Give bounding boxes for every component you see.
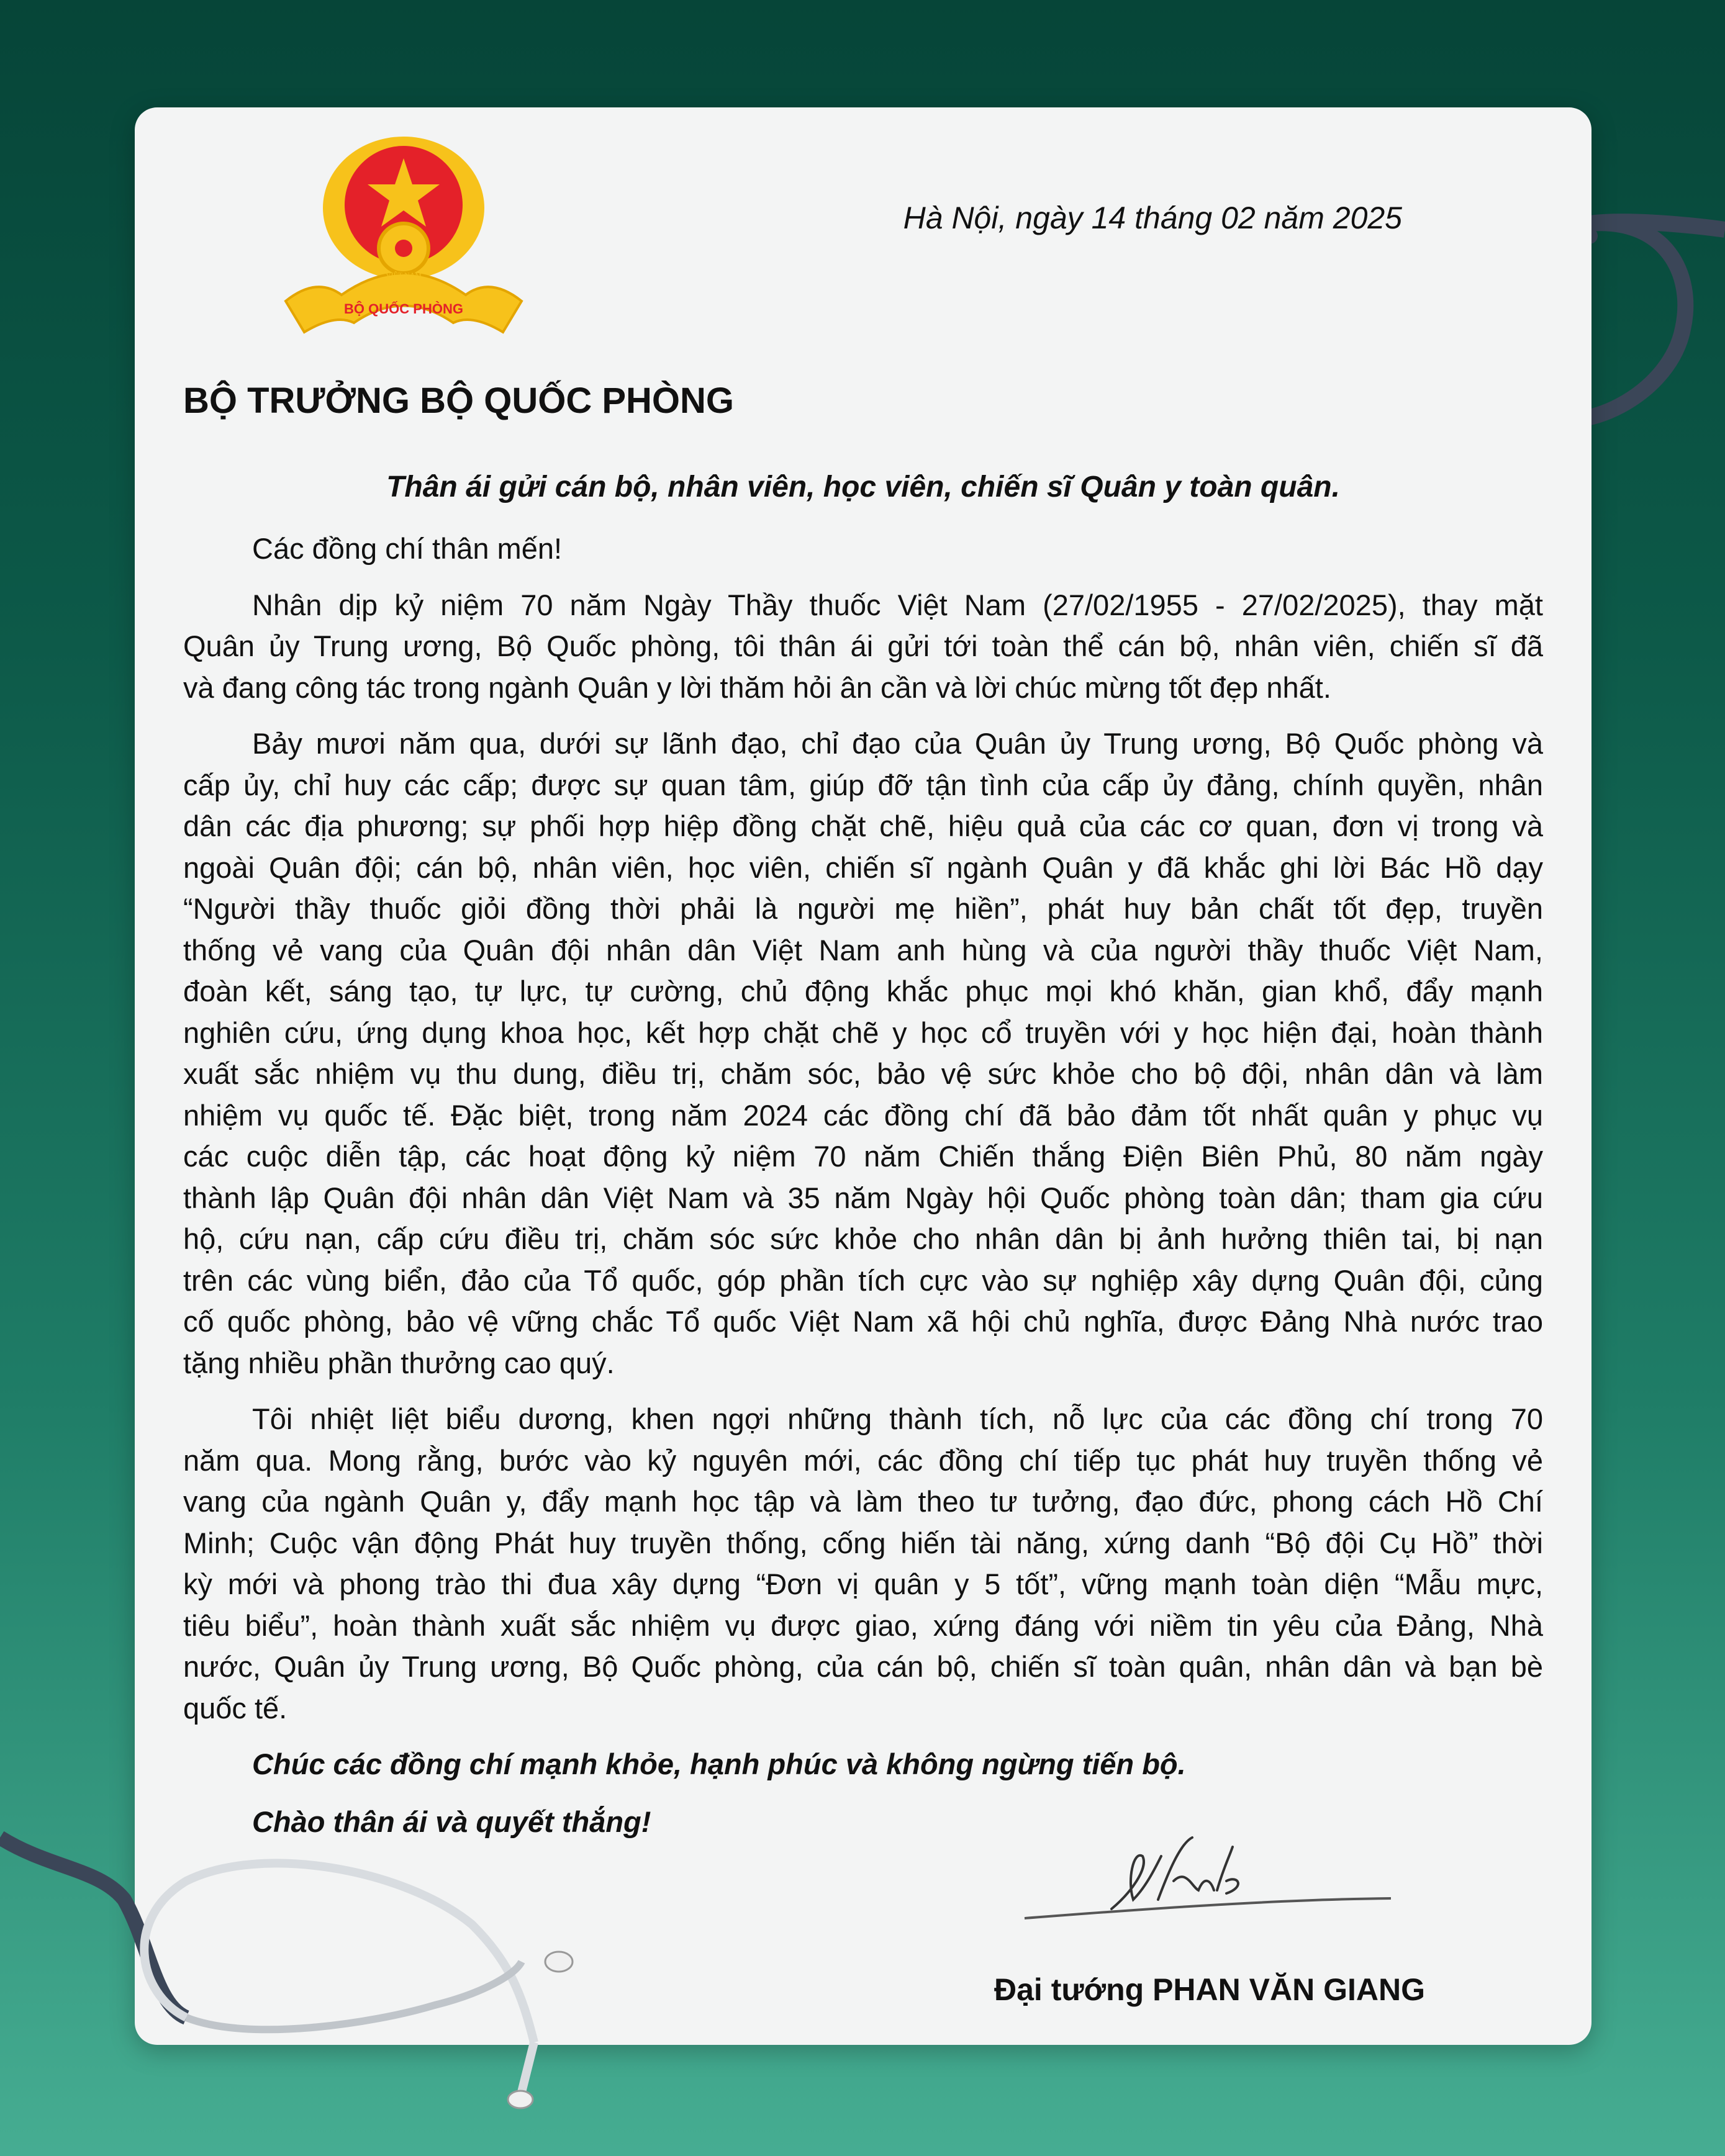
paragraph — [183, 1399, 1543, 1729]
paragraph-line: nghiên cứu, ứng dụng khoa học, kết hợp chặt chẽ y học cổ truyền với y học hiện đại, hoàn thành — [183, 1016, 1543, 1049]
sender-title: BỘ TRƯỞNG BỘ QUỐC PHÒNG — [183, 381, 735, 421]
svg-text:BỘ QUỐC PHÒNG: BỘ QUỐC PHÒNG — [344, 301, 463, 317]
svg-text:VIỆT NAM: VIỆT NAM — [385, 271, 422, 279]
letter-greeting: Thân ái gửi cán bộ, nhân viên, học viên, chiến sĩ Quân y toàn quân. — [386, 471, 1340, 503]
paragraph-line: kỳ mới và phong trào thi đua xây dựng “Đơn vị quân y 5 tốt”, vững mạnh toàn diện “Mẫu mực, — [183, 1567, 1543, 1600]
letter-paragraphs — [183, 585, 1543, 1730]
paragraph-line: quốc tế. — [183, 1691, 288, 1725]
paragraph-line: cố quốc phòng, bảo vệ vững chắc Tổ quốc Việt Nam xã hội chủ nghĩa, được Đảng Nhà nước trao — [183, 1305, 1543, 1338]
paragraph-line: nước, Quân ủy Trung ương, Bộ Quốc phòng, của cán bộ, chiến sĩ toàn quân, nhân dân và bạn bè — [183, 1650, 1543, 1683]
paragraph-line: vang của ngành Quân y, đẩy mạnh học tập và làm theo tư tưởng, đạo đức, phong cách Hồ Chí — [183, 1485, 1543, 1518]
paragraph — [183, 585, 1543, 709]
signer-name: Đại tướng PHAN VĂN GIANG — [994, 1972, 1425, 2007]
closing-wish: Chúc các đồng chí mạnh khỏe, hạnh phúc và không ngừng tiến bộ. — [252, 1748, 1186, 1780]
paragraph-line: trên các vùng biển, đảo của Tổ quốc, góp phần tích cực vào sự nghiệp xây dựng Quân đội, củng — [183, 1263, 1543, 1297]
signature — [1012, 1831, 1397, 1931]
closing-greeting: Chào thân ái và quyết thắng! — [252, 1805, 651, 1838]
paragraph-line: năm qua. Mong rằng, bước vào kỷ nguyên mới, các đồng chí tiếp tục phát huy truyền thống vẻ — [183, 1443, 1543, 1477]
paragraph-line: ngoài Quân đội; cán bộ, nhân viên, học viên, chiến sĩ ngành Quân y đã khắc ghi lời Bác Hồ dạy — [183, 850, 1543, 884]
paragraph-line: tặng nhiều phần thưởng cao quý. — [183, 1346, 615, 1379]
paragraph-line: Bảy mươi năm qua, dưới sự lãnh đạo, chỉ đạo của Quân ủy Trung ương, Bộ Quốc phòng và — [252, 727, 1543, 760]
paragraph-line: tiêu biểu”, hoàn thành xuất sắc nhiệm vụ được giao, xứng đáng với niềm tin yêu của Đảng, Nhà — [183, 1608, 1543, 1642]
salutation: Các đồng chí thân mến! — [252, 532, 563, 565]
paragraph-line: dân các địa phương; sự phối hợp hiệp đồng chặt chẽ, hiệu quả của các cơ quan, đơn vị trong và — [183, 810, 1543, 842]
paragraph — [183, 723, 1543, 1384]
paragraph-line: Nhân dịp kỷ niệm 70 năm Ngày Thầy thuốc Việt Nam (27/02/1955 - 27/02/2025), thay mặt — [252, 588, 1543, 621]
stethoscope-bottom-icon — [0, 1819, 584, 2154]
paragraph-line: xuất sắc nhiệm vụ thu dung, điều trị, chăm sóc, bảo vệ sức khỏe cho bộ đội, nhân dân và làm — [183, 1057, 1543, 1090]
paragraph-line: các cuộc diễn tập, các hoạt động kỷ niệm 70 năm Chiến thắng Điện Biên Phủ, 80 năm ngày — [183, 1140, 1543, 1173]
paragraph-line: nhiệm vụ quốc tế. Đặc biệt, trong năm 2024 các đồng chí đã bảo đảm tốt nhất quân y phục vụ — [183, 1098, 1543, 1132]
date-line: Hà Nội, ngày 14 tháng 02 năm 2025 — [903, 201, 1402, 235]
national-emblem-logo — [267, 133, 540, 357]
paragraph-line: Minh; Cuộc vận động Phát huy truyền thống, cống hiến tài năng, xứng danh “Bộ đội Cụ Hồ” thời — [183, 1526, 1543, 1559]
paragraph-line: thành lập Quân đội nhân dân Việt Nam và 35 năm Ngày hội Quốc phòng toàn dân; tham gia cứu — [183, 1181, 1543, 1214]
paragraph-line: thống vẻ vang của Quân đội nhân dân Việt Nam anh hùng và của người thầy thuốc Việt Nam, — [183, 933, 1543, 967]
paragraph-line: cấp ủy, chỉ huy các cấp; được sự quan tâm, giúp đỡ tận tình của cấp ủy đảng, chính quyền, nhân — [183, 768, 1543, 801]
paragraph-line: Tôi nhiệt liệt biểu dương, khen ngợi những thành tích, nỗ lực của các đồng chí trong 70 — [252, 1402, 1543, 1435]
paragraph-line: và đang công tác trong ngành Quân y lời thăm hỏi ân cần và lời chúc mừng tốt đẹp nhất. — [183, 670, 1331, 704]
paragraph-line: đoàn kết, sáng tạo, tự lực, tự cường, chủ động khắc phục mọi khó khăn, gian khổ, đẩy mạnh — [183, 975, 1543, 1008]
paragraph-line: Quân ủy Trung ương, Bộ Quốc phòng, tôi thân ái gửi tới toàn thể cán bộ, nhân viên, chiến sĩ đã — [183, 629, 1543, 662]
paragraph-line: “Người thầy thuốc giỏi đồng thời phải là người mẹ hiền”, phát huy bản chất tốt đẹp, truyền — [183, 892, 1543, 925]
paragraph-line: hộ, cứu nạn, cấp cứu điều trị, chăm sóc sức khỏe cho nhân dân bị ảnh hưởng thiên tai, bị nạn — [183, 1222, 1543, 1255]
letter-body — [183, 528, 1543, 1859]
